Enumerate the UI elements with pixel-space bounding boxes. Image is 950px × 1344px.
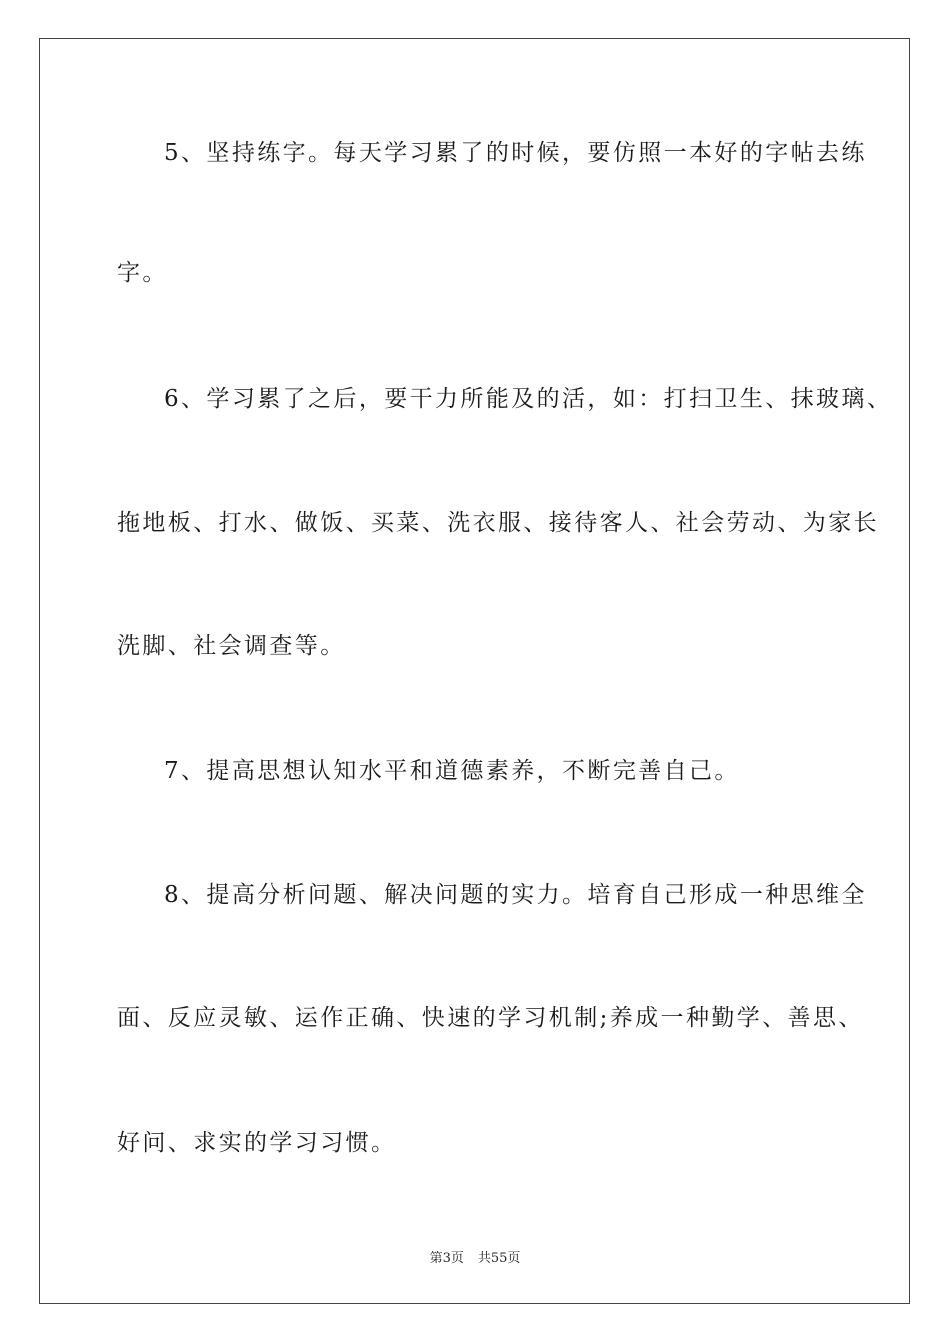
paragraph-8-line-3: 好问、求实的学习习惯。 — [117, 1130, 397, 1156]
paragraph-6-line-3: 洗脚、社会调查等。 — [117, 633, 346, 659]
paragraph-6-line-1: 6、学习累了之后，要干力所能及的活，如：打扫卫生、抹玻璃、 — [164, 386, 893, 412]
page-number-total: 共55页 — [477, 1251, 521, 1266]
page-footer — [0, 1247, 950, 1266]
page-number-current: 第3页 — [429, 1251, 464, 1266]
paragraph-6-line-2: 拖地板、打水、做饭、买菜、洗衣服、接待客人、社会劳动、为家长 — [117, 510, 879, 536]
paragraph-7-line-1: 7、提高思想认知水平和道德素养，不断完善自己。 — [164, 758, 740, 784]
paragraph-5-line-2: 字。 — [117, 260, 168, 286]
paragraph-8-line-1: 8、提高分析问题、解决问题的实力。培育自己形成一种思维全 — [164, 882, 867, 908]
page-border — [39, 38, 910, 1304]
paragraph-5-line-1: 5、坚持练字。每天学习累了的时候，要仿照一本好的字帖去练 — [164, 140, 867, 166]
paragraph-8-line-2: 面、反应灵敏、运作正确、快速的学习机制;养成一种勤学、善思、 — [117, 1005, 864, 1031]
